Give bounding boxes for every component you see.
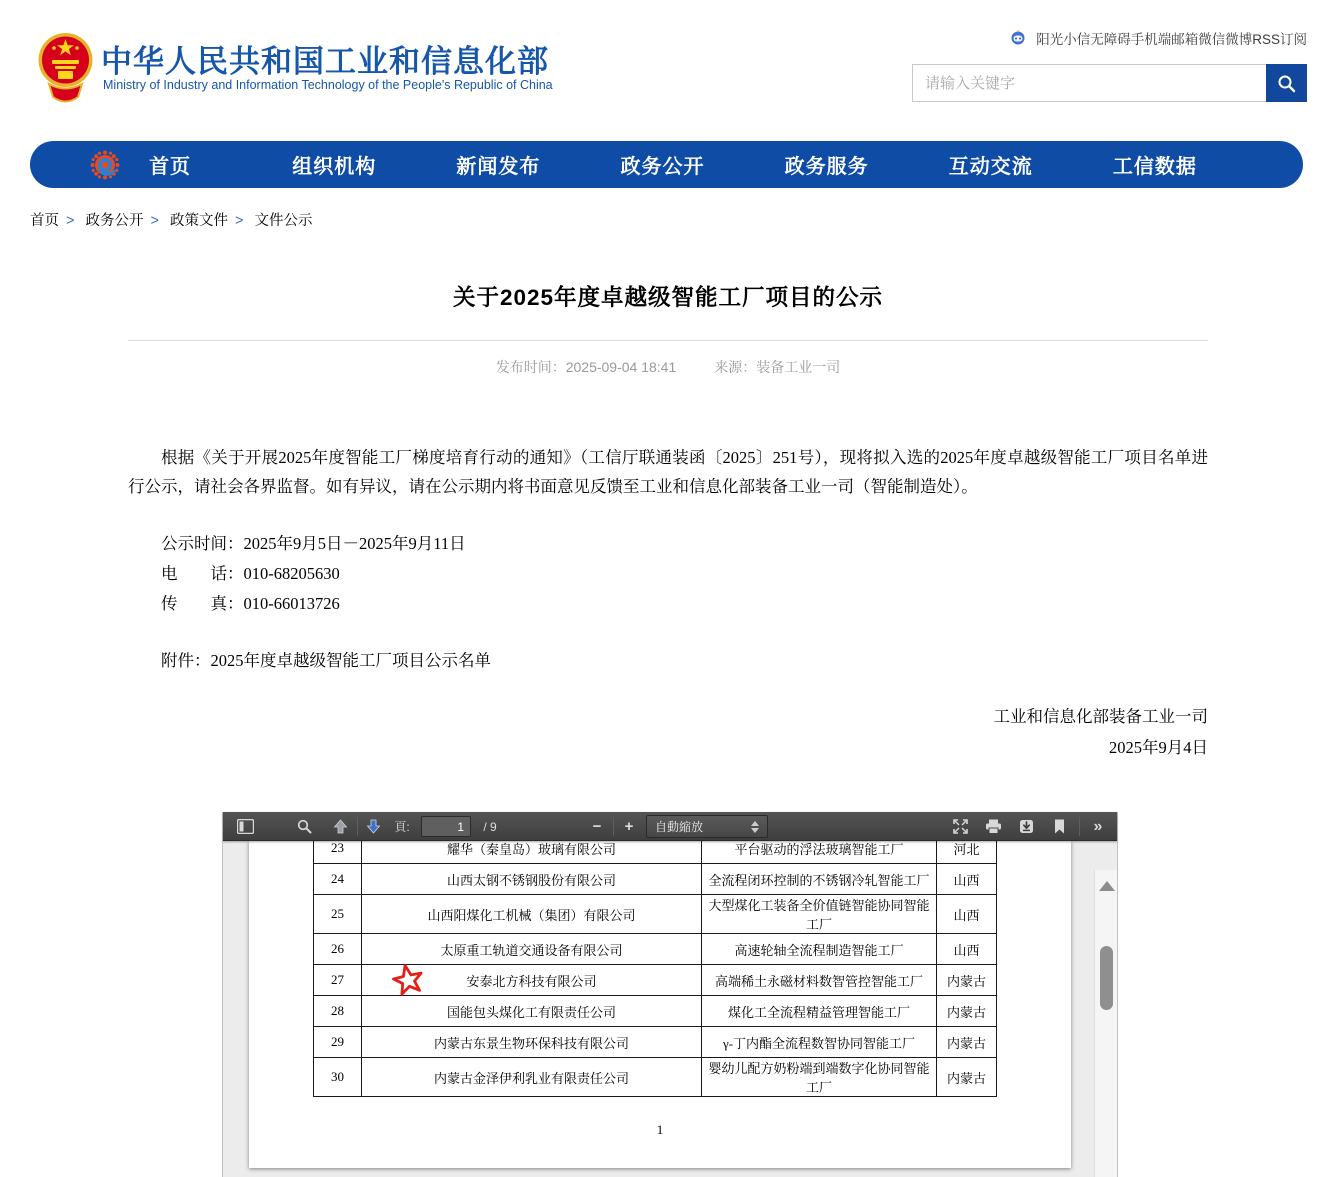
nav-item[interactable]: 政务服务 <box>784 156 869 178</box>
nav-item[interactable]: 组织机构 <box>292 156 377 178</box>
cell-project: γ-丁内酯全流程数智协同智能工厂 <box>702 1027 937 1058</box>
toolbar-more-button[interactable] <box>1083 812 1113 841</box>
find-button[interactable] <box>291 812 317 841</box>
cell-company: 耀华（秦皇岛）玻璃有限公司 <box>362 841 702 864</box>
cell-company: 山西阳煤化工机械（集团）有限公司 <box>362 895 702 934</box>
page-up-icon <box>333 819 348 834</box>
source-label: 来源： <box>714 359 757 375</box>
signature-department: 工业和信息化部装备工业一司 <box>993 707 1208 726</box>
table-row <box>314 895 997 934</box>
article-body <box>128 443 1208 763</box>
cell-project: 大型煤化工装备全价值链智能协同智能工厂 <box>702 895 937 934</box>
download-icon <box>1019 819 1034 834</box>
attachment-link[interactable]: 附件：2025年度卓越级智能工厂项目公示名单 <box>161 651 491 670</box>
quick-links <box>1009 28 1307 48</box>
bookmark-button[interactable] <box>1046 812 1072 841</box>
pdf-scrollbar <box>1094 870 1117 1177</box>
cell-row-number: 26 <box>314 934 362 965</box>
presentation-mode-button[interactable] <box>947 812 973 841</box>
main-nav <box>30 141 1303 188</box>
quick-links-list <box>1036 28 1307 48</box>
breadcrumb-item[interactable]: 政务公开 > <box>85 213 159 229</box>
table-row <box>314 864 997 895</box>
site-title: 中华人民共和国工业和信息化部 <box>101 44 549 79</box>
cell-province: 内蒙古 <box>937 965 997 996</box>
page-up-button[interactable] <box>327 812 353 841</box>
breadcrumb-item[interactable]: 首页 > <box>30 213 75 229</box>
zoom-in-button[interactable] <box>617 812 641 841</box>
project-table-body <box>314 841 997 1097</box>
phone-line: 电 话：010-68205630 <box>161 564 340 583</box>
cell-row-number: 29 <box>314 1027 362 1058</box>
quick-link[interactable]: 阳光小信 <box>1036 32 1091 47</box>
cell-company: 内蒙古东景生物环保科技有限公司 <box>362 1027 702 1058</box>
search-icon <box>1277 74 1296 93</box>
cell-row-number: 23 <box>314 841 362 864</box>
zoom-mode-value: 自動縮放 <box>655 820 704 834</box>
scroll-up-arrow-icon[interactable] <box>1099 881 1115 891</box>
cell-company: 山西太钢不锈钢股份有限公司 <box>362 864 702 895</box>
zoom-out-icon: − <box>592 818 602 835</box>
breadcrumb-item[interactable]: 文件公示 <box>254 213 313 229</box>
quick-link[interactable]: 无障碍 <box>1090 32 1131 47</box>
breadcrumb-separator-icon: > <box>66 213 75 229</box>
nav-item[interactable]: 政务公开 <box>620 156 705 178</box>
publish-time-label: 发布时间： <box>495 359 566 375</box>
article-title: 关于2025年度卓越级智能工厂项目的公示 <box>452 285 884 310</box>
quick-link[interactable]: 手机端 <box>1130 32 1172 47</box>
pdf-content-area <box>223 841 1117 1177</box>
page-total: / 9 <box>483 819 497 834</box>
national-emblem-icon <box>37 27 94 106</box>
page-label: 頁: <box>394 820 410 834</box>
contact-info <box>128 529 1208 619</box>
table-row <box>314 841 997 864</box>
quick-link[interactable]: 微博 <box>1225 32 1253 47</box>
quick-link[interactable]: 邮箱 <box>1171 32 1199 47</box>
spinner-icon <box>751 821 759 833</box>
cell-row-number: 25 <box>314 895 362 934</box>
breadcrumb-separator-icon: > <box>150 213 159 229</box>
mascot-icon <box>1009 29 1027 47</box>
sidebar-toggle-button[interactable] <box>231 812 259 841</box>
zoom-mode-select[interactable] <box>646 815 768 838</box>
article-meta <box>128 357 1208 377</box>
nav-item[interactable]: 首页 <box>149 156 192 178</box>
page-down-icon <box>366 819 381 834</box>
red-star-annotation-icon <box>389 960 427 998</box>
cell-province: 内蒙古 <box>937 1058 997 1097</box>
zoom-out-button[interactable] <box>585 812 609 841</box>
cell-province: 内蒙古 <box>937 996 997 1027</box>
pdf-page <box>249 841 1071 1168</box>
cell-province: 山西 <box>937 864 997 895</box>
fullscreen-icon <box>953 819 968 834</box>
bookmark-icon <box>1054 819 1065 834</box>
pdf-page-number: 1 <box>656 1122 664 1137</box>
nav-item[interactable]: 工信数据 <box>1112 156 1197 178</box>
nav-item[interactable]: 新闻发布 <box>456 156 541 178</box>
search-button[interactable] <box>1266 64 1307 102</box>
cell-project: 婴幼儿配方奶粉端到端数字化协同智能工厂 <box>702 1058 937 1097</box>
toolbar-divider <box>613 817 614 836</box>
sidebar-toggle-icon <box>237 819 254 834</box>
print-icon <box>985 819 1002 834</box>
cell-project: 平台驱动的浮法玻璃智能工厂 <box>702 841 937 864</box>
quick-link[interactable]: RSS订阅 <box>1252 32 1307 47</box>
cell-province: 河北 <box>937 841 997 864</box>
site-subtitle: Ministry of Industry and Information Technology of the People's Republic of China <box>103 78 553 92</box>
title-divider <box>128 340 1208 341</box>
breadcrumb-item[interactable]: 政策文件 > <box>170 213 244 229</box>
cell-province: 山西 <box>937 895 997 934</box>
page-number-input[interactable] <box>421 816 471 837</box>
publish-time: 2025-09-04 18:41 <box>565 359 677 375</box>
cell-province: 内蒙古 <box>937 1027 997 1058</box>
search-input[interactable] <box>913 65 1266 101</box>
miit-gear-logo-icon <box>88 148 122 182</box>
pdf-toolbar <box>223 812 1117 841</box>
cell-company: 国能包头煤化工有限责任公司 <box>362 996 702 1027</box>
print-button[interactable] <box>980 812 1006 841</box>
page-down-button[interactable] <box>360 812 386 841</box>
breadcrumb <box>30 209 313 230</box>
cell-company: 安泰北方科技有限公司 <box>362 965 702 996</box>
breadcrumb-separator-icon: > <box>235 213 244 229</box>
cell-row-number: 24 <box>314 864 362 895</box>
cell-project: 煤化工全流程精益管理智能工厂 <box>702 996 937 1027</box>
search-box <box>912 64 1307 102</box>
source-value: 装备工业一司 <box>756 359 841 375</box>
cell-project: 高速轮轴全流程制造智能工厂 <box>702 934 937 965</box>
cell-province: 山西 <box>937 934 997 965</box>
article <box>128 280 1208 763</box>
cell-row-number: 30 <box>314 1058 362 1097</box>
table-row <box>314 1058 997 1097</box>
table-row <box>314 934 997 965</box>
breadcrumb-list <box>30 213 313 229</box>
fax-line: 传 真：010-66013726 <box>161 594 340 613</box>
scrollbar-thumb[interactable] <box>1100 946 1113 1010</box>
signature-date: 2025年9月4日 <box>1109 738 1208 757</box>
find-icon <box>297 819 312 834</box>
table-row <box>314 965 997 996</box>
nav-item[interactable]: 互动交流 <box>948 156 1033 178</box>
quick-link[interactable]: 微信 <box>1198 32 1226 47</box>
signature-block <box>128 701 1208 763</box>
toolbar-divider <box>1079 817 1080 836</box>
cell-row-number: 28 <box>314 996 362 1027</box>
toolbar-divider <box>357 817 358 836</box>
pdf-viewer <box>222 812 1118 1177</box>
chevron-double-right-icon: » <box>1093 817 1103 835</box>
site-header <box>0 0 1333 135</box>
notice-period: 公示时间：2025年9月5日－2025年9月11日 <box>161 534 466 553</box>
table-row <box>314 1027 997 1058</box>
cell-row-number: 27 <box>314 965 362 996</box>
cell-project: 全流程闭环控制的不锈钢冷轧智能工厂 <box>702 864 937 895</box>
zoom-in-icon: + <box>624 818 634 835</box>
cell-project: 高端稀土永磁材料数智管控智能工厂 <box>702 965 937 996</box>
article-paragraph: 根据《关于开展2025年度智能工厂梯度培育行动的通知》（工信厅联通装函〔2025〕251号），现将拟入选的2025年度卓越级智能工厂项目名单进行公示，请社会各界监督。如有异议，请在公示期内将书面意见反馈至工业和信息化部装备工业一司（智能制造处）。 <box>128 448 1208 496</box>
cell-company: 内蒙古金泽伊利乳业有限责任公司 <box>362 1058 702 1097</box>
download-button[interactable] <box>1013 812 1039 841</box>
cell-company: 太原重工轨道交通设备有限公司 <box>362 934 702 965</box>
table-row <box>314 996 997 1027</box>
project-table <box>313 841 997 1097</box>
